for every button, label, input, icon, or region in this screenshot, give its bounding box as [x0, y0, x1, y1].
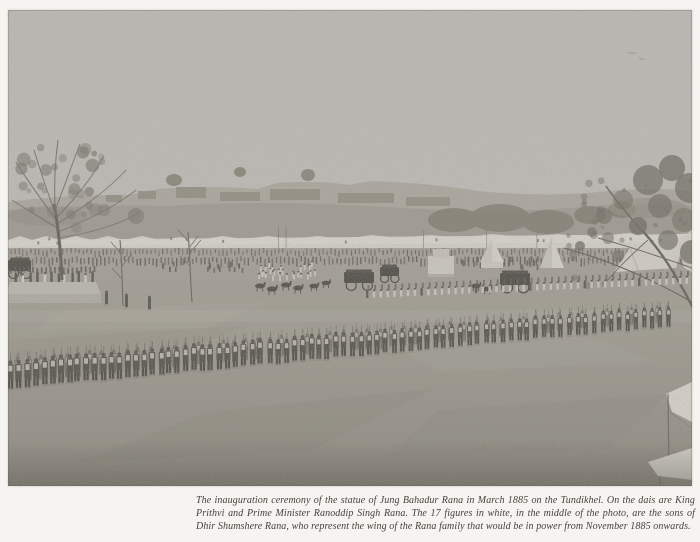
caption-line-1: The inauguration ceremony of the statue of Jung Bahadur Rana in March 1885 on the Tundikhel. On the dais are King: [196, 495, 695, 506]
film-grain: [8, 10, 692, 486]
caption-line-3: Dhir Shumshere Rana, who represent the wing of the Rana family that would be in power from November 1885 onwards.: [196, 521, 691, 532]
photo-illustration: [8, 10, 692, 486]
caption-line-2: Prithvi and Prime Minister Ranoddip Singh Rana. The 17 figures in white, in the middle of the photo, are the sons of: [196, 508, 695, 519]
photo-caption: [196, 494, 695, 533]
historical-photograph: [8, 10, 692, 486]
